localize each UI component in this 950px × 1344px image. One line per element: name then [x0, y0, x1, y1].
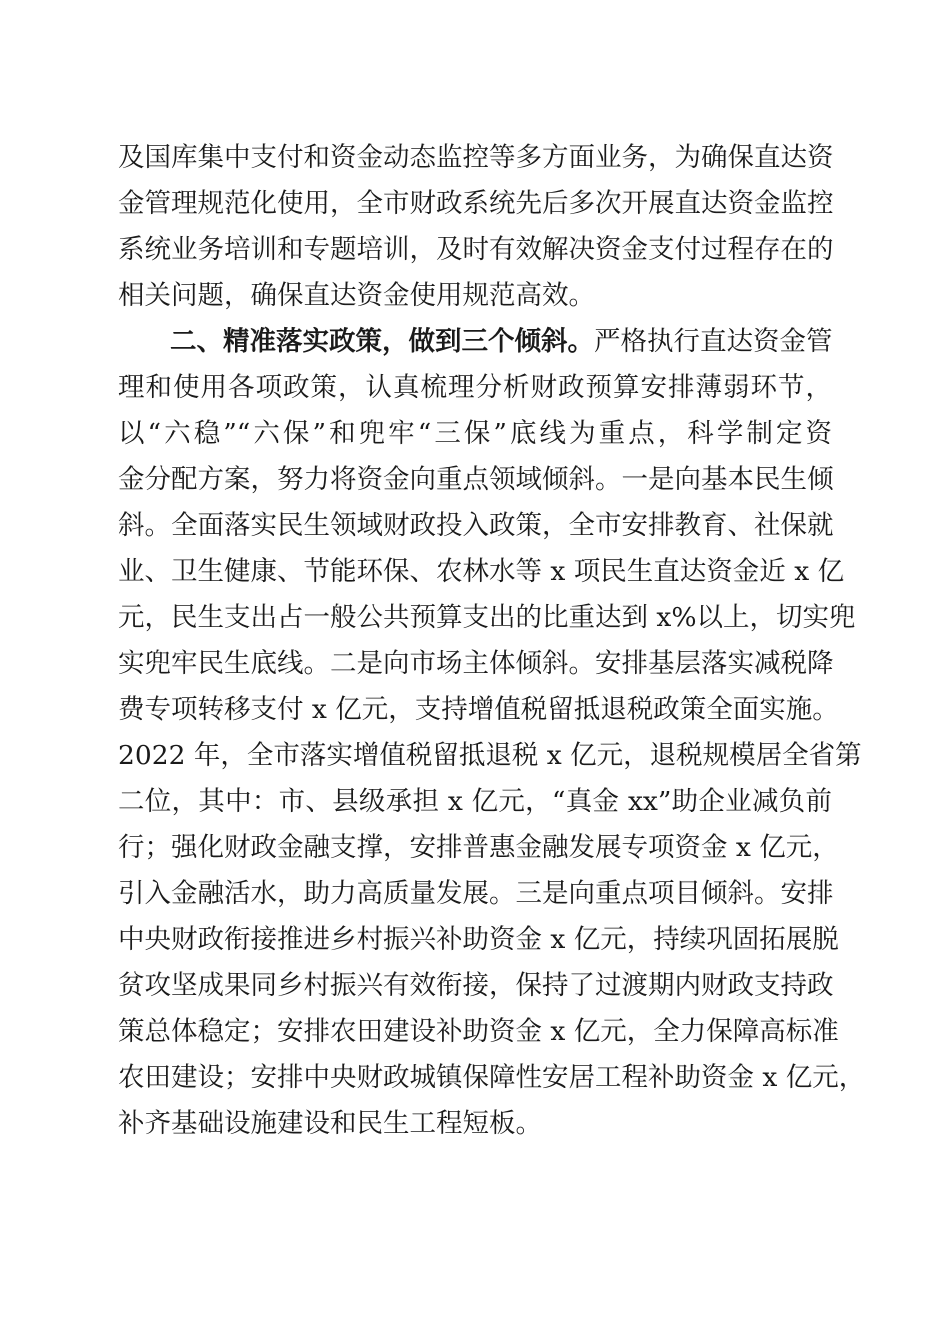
paragraph-2-line-2: 理和使用各项政策，认真梳理分析财政预算安排薄弱环节， [118, 372, 832, 403]
paragraph-1-line-4: 相关问题，确保直达资金使用规范高效。 [118, 280, 595, 311]
paragraph-2-line-11: 二位，其中：市、县级承担 x 亿元，“真金 xx”助企业减负前 [118, 786, 832, 817]
paragraph-2-line-13: 引入金融活水，助力高质量发展。三是向重点项目倾斜。安排 [118, 878, 834, 909]
paragraph-2-line-15: 贫攻坚成果同乡村振兴有效衔接，保持了过渡期内财政支持政 [118, 970, 834, 1001]
paragraph-2-line-7: 元，民生支出占一般公共预算支出的比重达到 x%以上，切实兜 [118, 602, 856, 633]
paragraph-1-line-2: 金管理规范化使用，全市财政系统先后多次开展直达资金监控 [118, 188, 834, 219]
paragraph-2-line-9: 费专项转移支付 x 亿元，支持增值税留抵退税政策全面实施。 [118, 694, 839, 725]
paragraph-1-line-1: 及国库集中支付和资金动态监控等多方面业务，为确保直达资 [118, 142, 834, 173]
section-heading: 二、精准落实政策，做到三个倾斜。 [170, 326, 594, 357]
paragraph-2-line-10: 2022 年，全市落实增值税留抵退税 x 亿元，退税规模居全省第 [118, 740, 862, 771]
paragraph-2-line-1 [170, 324, 832, 360]
paragraph-2-line-17: 农田建设；安排中央财政城镇保障性安居工程补助资金 x 亿元， [118, 1062, 866, 1093]
paragraph-2-line-3: 以“六稳”“六保”和兜牢“三保”底线为重点，科学制定资 [118, 418, 832, 449]
paragraph-2-line-16: 策总体稳定；安排农田建设补助资金 x 亿元，全力保障高标准 [118, 1016, 839, 1047]
paragraph-2-line-8: 实兜牢民生底线。二是向市场主体倾斜。安排基层落实减税降 [118, 648, 834, 679]
paragraph-2-line-4: 金分配方案，努力将资金向重点领域倾斜。一是向基本民生倾 [118, 464, 834, 495]
paragraph-2-line-6: 业、卫生健康、节能环保、农林水等 x 项民生直达资金近 x 亿 [118, 556, 845, 587]
paragraph-2-line-5: 斜。全面落实民生领域财政投入政策，全市安排教育、社保就 [118, 510, 834, 541]
paragraph-2-line-12: 行；强化财政金融支撑，安排普惠金融发展专项资金 x 亿元， [118, 832, 839, 863]
paragraph-2-line-18: 补齐基础设施建设和民生工程短板。 [118, 1108, 542, 1139]
paragraph-1-line-3: 系统业务培训和专题培训，及时有效解决资金支付过程存在的 [118, 234, 834, 265]
paragraph-2-line-14: 中央财政衔接推进乡村振兴补助资金 x 亿元，持续巩固拓展脱 [118, 924, 839, 955]
paragraph-2-line-1-text: 严格执行直达资金管 [594, 326, 833, 357]
